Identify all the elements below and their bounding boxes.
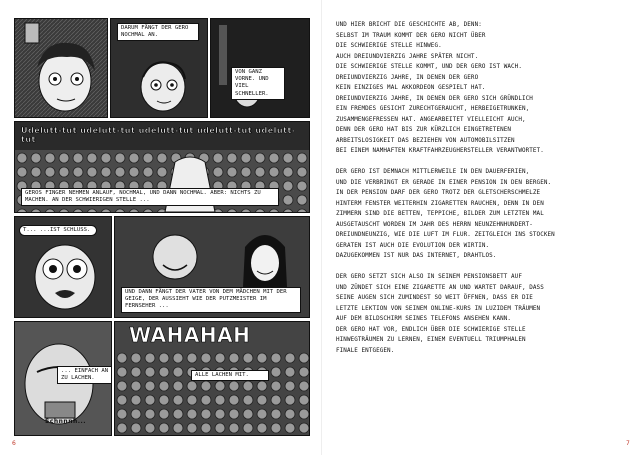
text-line: DIE SCHWIERIGE STELLE HINWEG. bbox=[336, 43, 442, 49]
text-line: BEI EINEM NAMHAFTEN KRAFTFAHRZEUGHERSTELLER VERANTWORTET. bbox=[336, 148, 544, 154]
text-line: DREIUNDNEUNZIG, WIE DIE LUFT IM FLUR. ZEITGLEICH INS STOCKEN bbox=[336, 232, 555, 238]
text-line: DAZUGEKOMMEN IST NUR DAS INTERNET, DRAHTLOS. bbox=[336, 253, 497, 259]
panel-6-caption: UND DANN FÄNGT DER VATER VON DEM MÄDCHEN MIT DER GEIGE, DER AUSSIEHT WIE DER PUTZMEISTER IM FERNSEHER ... bbox=[121, 287, 301, 313]
text-line: AUF DEM BILDSCHIRM SEINES TELEFONS ANSEHEN KANN. bbox=[336, 316, 512, 322]
panel-4-sound-effect: Udelutt-tut udelutt-tut udelutt-tut udelutt-tut udelutt-tut bbox=[21, 126, 296, 144]
text-line: DREIUNDVIERZIG JAHRE, IN DENEN DER GERO bbox=[336, 74, 479, 81]
body-text bbox=[336, 20, 632, 367]
panel-8-caption: ALLE LACHEN MIT. bbox=[191, 370, 269, 381]
text-line: FINALE ENTGEGEN. bbox=[336, 347, 395, 354]
text-line: DIE SCHWIERIGE STELLE KOMMT, UND DER GERO IST WACH. bbox=[336, 64, 522, 70]
text-line: HINWEGTRÄUMEN ZU LERNEN, EINEM EVENTUELL TRIUMPHALEN bbox=[336, 337, 526, 343]
panel-7-caption: ... EINFACH AN ZU LACHEN. bbox=[57, 366, 112, 384]
right-page-text bbox=[322, 0, 644, 455]
panel-7-sound-effect: Schnnnh... bbox=[45, 418, 87, 425]
text-line: DREIUNDVIERZIG JAHRE, IN DENEN DER GERO SICH GRÜNDLICH bbox=[336, 95, 533, 102]
text-line: KEIN EINZIGES MAL AKKORDEON GESPIELT HAT. bbox=[336, 85, 486, 91]
text-line: EIN FREMDES GESICHT ZURECHTGERAUCHT, HERBEIGETRUNKEN, bbox=[336, 106, 530, 112]
panel-6 bbox=[114, 216, 310, 318]
paragraph bbox=[336, 272, 632, 356]
text-line: ARBEITSLOSIGKEIT DAS BEZIEHEN VON AUTOMOBILSITZEN bbox=[336, 137, 515, 144]
panel-5-speech-bubble: T... ...IST SCHLUSS. bbox=[19, 225, 97, 236]
paragraph bbox=[336, 20, 632, 157]
text-line: DER GERO IST DEMNACH MITTLERWEILE IN DEN DAUERFERIEN, bbox=[336, 169, 530, 175]
text-line: UND HIER BRICHT DIE GESCHICHTE AB, DENN: bbox=[336, 22, 482, 28]
text-line: UND ZÜNDET SICH EINE ZIGARETTE AN UND WARTET DARAUF, DASS bbox=[336, 284, 544, 291]
panel-3-caption: VON GANZ VORNE. UND VIEL SCHNELLER. bbox=[231, 67, 285, 100]
panel-7 bbox=[14, 321, 112, 436]
left-page-number: 6 bbox=[12, 440, 16, 447]
text-line: ZUSAMMENGEFRESSEN HAT. ANGEARBEITET VIELLEICHT AUCH, bbox=[336, 116, 526, 123]
text-line: SEINE AUGEN SICH ZUMINDEST SO WEIT ÖFFNEN, DASS ER DIE bbox=[336, 295, 533, 301]
text-line: AUSGETAUSCHT WORDEN IM JAHR DES HERRN NEUNZEHNHUNDERT- bbox=[336, 221, 533, 228]
panel-2 bbox=[110, 18, 208, 118]
text-line: UND DIE VERBRINGT ER GERADE IN EINER PENSION IN DEN BERGEN. bbox=[336, 179, 552, 186]
panel-4 bbox=[14, 121, 310, 213]
right-page-number: 7 bbox=[626, 440, 630, 447]
text-line: DENN DER GERO HAT BIS ZUR KÜRZLICH EINGETRETENEN bbox=[336, 127, 512, 133]
panel-1-illustration bbox=[15, 19, 107, 117]
panel-8-sound-effect: WAHAHAH bbox=[129, 323, 251, 347]
text-line: DER GERO HAT VOR, ENDLICH ÜBER DIE SCHWIERIGE STELLE bbox=[336, 326, 526, 333]
text-line: LETZTE LEKTION VON SEINEM ONLINE-KURS IN LUZIDEM TRÄUMEN bbox=[336, 305, 541, 312]
text-line: DER GERO SETZT SICH ALSO IN SEINEM PENSIONSBETT AUF bbox=[336, 274, 522, 280]
panel-3 bbox=[210, 18, 310, 118]
panel-4-caption: GEROS FINGER NEHMEN ANLAUF, NOCHMAL, UND DANN NOCHMAL. ABER: NICHTS ZU MACHEN. AN DER SCHWIERIGEN STELLE ... bbox=[21, 188, 279, 206]
text-line: ZIMMERN SIND DIE BETTEN, TEPPICHE, BILDER ZUM LETZTEN MAL bbox=[336, 211, 544, 217]
paragraph bbox=[336, 167, 632, 262]
panel-1 bbox=[14, 18, 108, 118]
text-line: IN DER PENSION DARF DER GERO TROTZ DER GLETSCHERSCHMELZE bbox=[336, 190, 541, 196]
text-line: AUCH DREIUNDVIERZIG JAHRE SPÄTER NICHT. bbox=[336, 53, 479, 60]
text-line: HINTERM FENSTER WEITERHIN ZIGARETTEN RAUCHEN, DENN IN DEN bbox=[336, 200, 544, 207]
text-line: SELBST IM TRAUM KOMMT DER GERO NICHT ÜBER bbox=[336, 32, 486, 39]
text-line: GERATEN IST AUCH DIE EVOLUTION DER WIRTIN. bbox=[336, 242, 490, 249]
panel-8 bbox=[114, 321, 310, 436]
panel-2-caption: DARUM FÄNGT DER GERO NOCHMAL AN. bbox=[117, 23, 199, 41]
panel-5 bbox=[14, 216, 112, 318]
